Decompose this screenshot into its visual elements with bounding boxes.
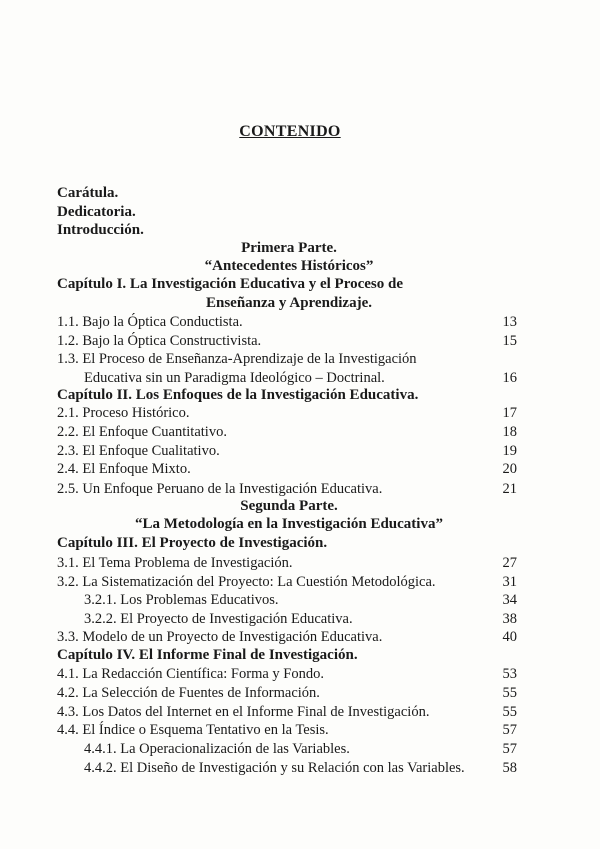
toc-entry-text: 1.2. Bajo la Óptica Constructivista. (57, 333, 262, 349)
toc-entry-text: 2.4. El Enfoque Mixto. (57, 461, 191, 477)
part2-subtitle: “La Metodología en la Investigación Educativa” (135, 516, 443, 532)
toc-entry-text: 4.1. La Redacción Científica: Forma y Fondo. (57, 666, 324, 682)
toc-entry-text: 4.4. El Índice o Esquema Tentativo en la Tesis. (57, 722, 329, 738)
chapter4-heading: Capítulo IV. El Informe Final de Investigación. (57, 647, 358, 663)
toc-entry-page: 16 (502, 370, 517, 386)
part1-subtitle: “Antecedentes Históricos” (204, 258, 374, 274)
toc-entry-text: 4.3. Los Datos del Internet en el Informe Final de Investigación. (57, 704, 430, 720)
chapter3-heading: Capítulo III. El Proyecto de Investigación. (57, 535, 328, 551)
chapter1-heading-line1: Capítulo I. La Investigación Educativa y el Proceso de (57, 276, 403, 292)
toc-entry-text: 2.5. Un Enfoque Peruano de la Investigación Educativa. (57, 481, 383, 497)
toc-entry-page: 58 (502, 760, 517, 776)
toc-entry-text: 2.1. Proceso Histórico. (57, 405, 190, 421)
toc-entry-page: 53 (502, 666, 517, 682)
toc-entry-page: 13 (502, 314, 517, 330)
toc-entry-page: 19 (502, 443, 517, 459)
toc-entry-text: 4.4.2. El Diseño de Investigación y su Relación con las Variables. (84, 760, 465, 776)
part2-heading: Segunda Parte. (240, 498, 338, 514)
toc-entry-page: 21 (502, 481, 517, 497)
toc-entry-page: 27 (502, 555, 517, 571)
toc-entry-page: 34 (502, 592, 517, 608)
toc-entry-page: 40 (502, 629, 517, 645)
toc-entry-page: 20 (502, 461, 517, 477)
toc-entry-text: 1.1. Bajo la Óptica Conductista. (57, 314, 243, 330)
chapter1-heading-line2: Enseñanza y Aprendizaje. (206, 295, 372, 311)
toc-entry-page: 38 (502, 611, 517, 627)
toc-entry-page: 55 (502, 704, 517, 720)
front-matter-cover: Carátula. (57, 185, 119, 201)
toc-entry-page: 17 (502, 405, 517, 421)
toc-entry-page: 57 (502, 741, 517, 757)
toc-entry-page: 31 (502, 574, 517, 590)
page-title: CONTENIDO (239, 123, 341, 140)
toc-entry-text: Educativa sin un Paradigma Ideológico – Doctrinal. (84, 370, 385, 386)
toc-entry-text: 3.2.1. Los Problemas Educativos. (84, 592, 279, 608)
toc-entry-text: 3.2.2. El Proyecto de Investigación Educativa. (84, 611, 353, 627)
toc-entry-text: 1.3. El Proceso de Enseñanza-Aprendizaje de la Investigación (57, 351, 417, 367)
toc-entry-text: 4.2. La Selección de Fuentes de Información. (57, 685, 320, 701)
chapter2-heading: Capítulo II. Los Enfoques de la Investigación Educativa. (57, 387, 419, 403)
toc-entry-page: 57 (502, 722, 517, 738)
toc-entry-page: 18 (502, 424, 517, 440)
part1-heading: Primera Parte. (241, 240, 337, 256)
toc-entry-page: 55 (502, 685, 517, 701)
toc-entry-text: 3.1. El Tema Problema de Investigación. (57, 555, 293, 571)
toc-entry-text: 4.4.1. La Operacionalización de las Variables. (84, 741, 350, 757)
toc-entry-text: 2.3. El Enfoque Cualitativo. (57, 443, 220, 459)
toc-entry-text: 3.2. La Sistematización del Proyecto: La Cuestión Metodológica. (57, 574, 436, 590)
toc-entry-text: 2.2. El Enfoque Cuantitativo. (57, 424, 227, 440)
toc-entry-page: 15 (502, 333, 517, 349)
front-matter-dedication: Dedicatoria. (57, 204, 136, 220)
toc-entry-text: 3.3. Modelo de un Proyecto de Investigación Educativa. (57, 629, 383, 645)
front-matter-introduction: Introducción. (57, 222, 144, 238)
